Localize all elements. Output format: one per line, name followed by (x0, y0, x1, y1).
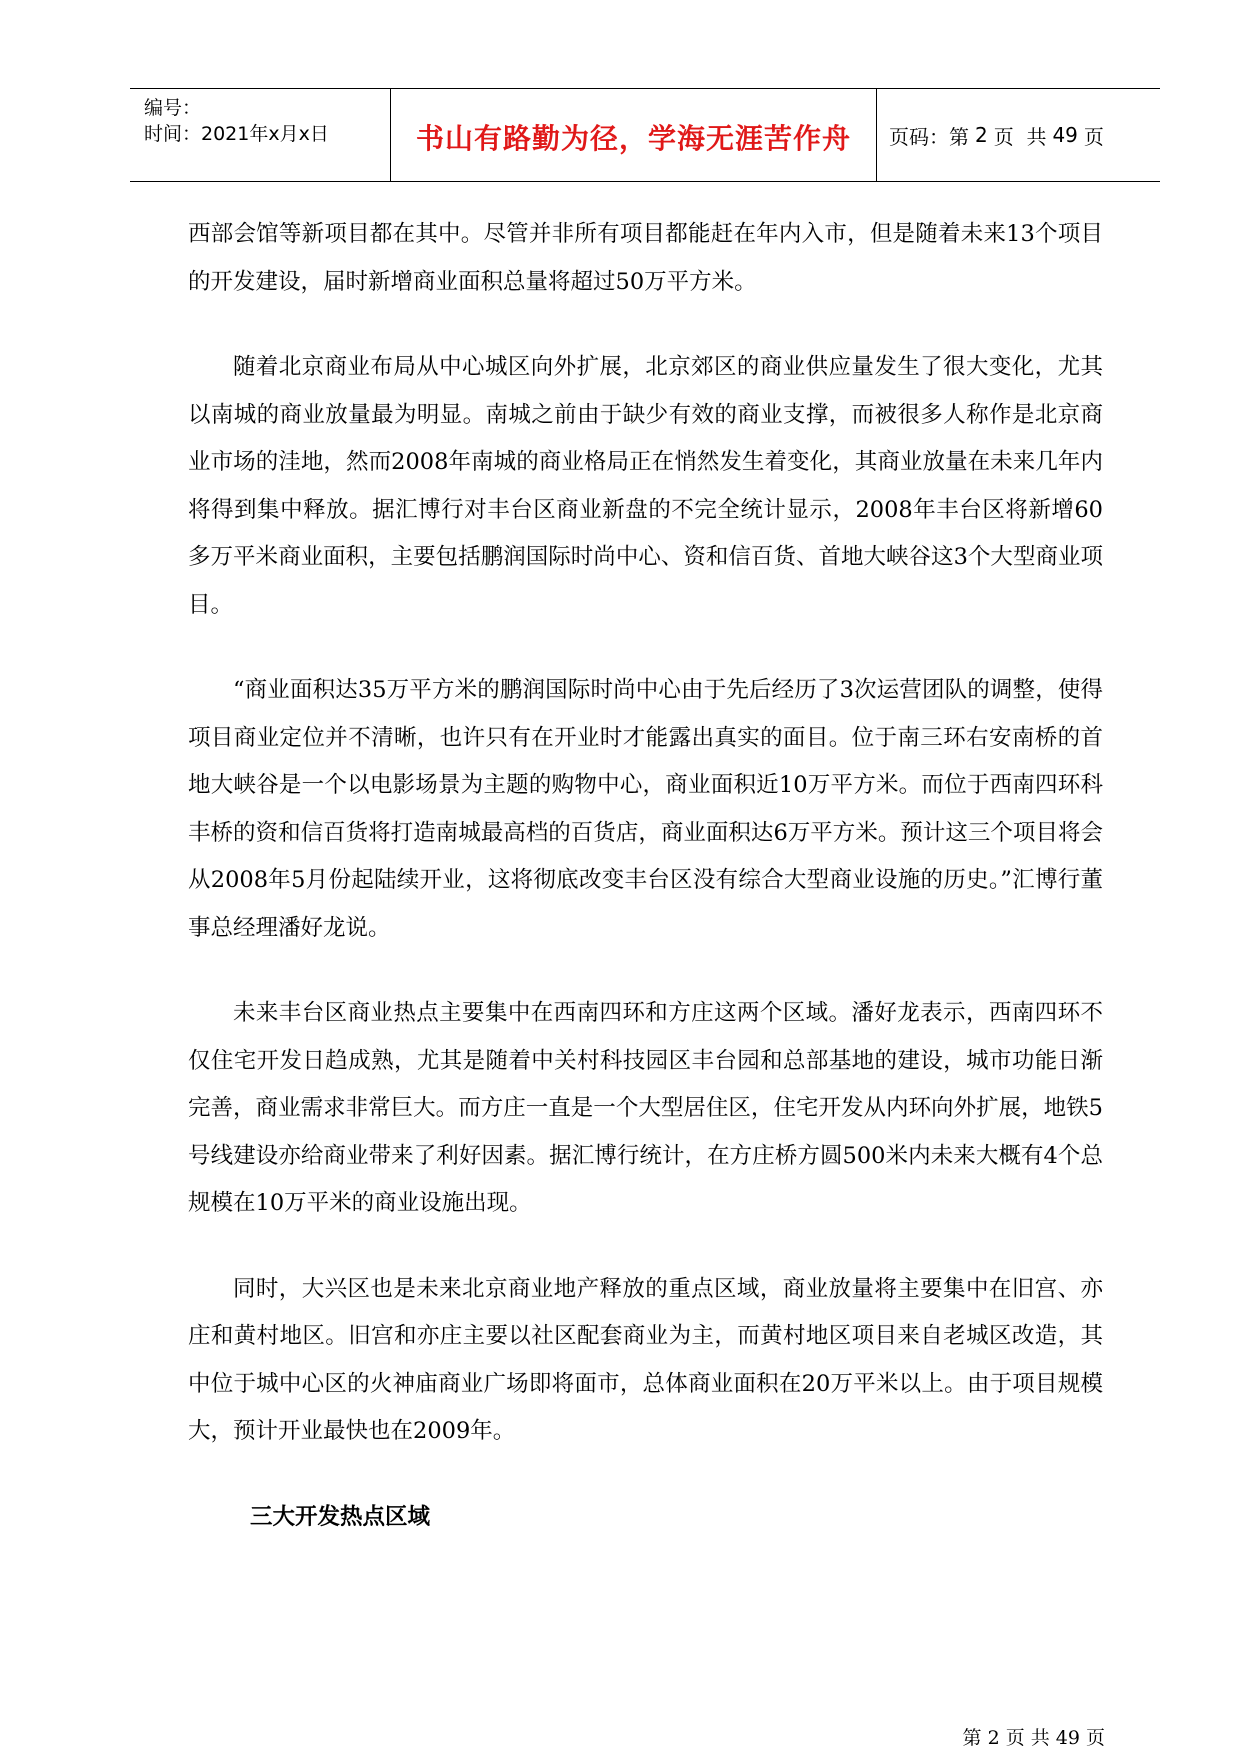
page-total-number: 49 (1052, 123, 1078, 147)
page-header (130, 88, 1160, 182)
header-motto: 书山有路勤为径，学海无涯苦作舟 (415, 122, 851, 155)
paragraph-5: 同时，大兴区也是未来北京商业地产释放的重点区域，商业放量将主要集中在旧宫、亦庄和黄村地区。旧宫和亦庄主要以社区配套商业为主，而黄村地区项目来自老城区改造，其中位于城中心区的火神庙商业广场即将面市，总体商业面积在20万平米以上。由于项目规模大，预计开业最快也在2009年。 (188, 1275, 1103, 1444)
page-prefix: 页码：第 (889, 124, 969, 149)
paragraph-4: 未来丰台区商业热点主要集中在西南四环和方庄这两个区域。潘好龙表示，西南四环不仅住宅开发日趋成熟，尤其是随着中关村科技园区丰台园和总部基地的建设，城市功能日渐完善，商业需求非常巨大。而方庄一直是一个大型居住区，住宅开发从内环向外扩展，地铁5号线建设亦给商业带来了利好因素。据汇博行统计，在方庄桥方圆500米内未来大概有4个总规模在10万平米的商业设施出现。 (188, 1000, 1103, 1216)
page-suffix: 页 (1083, 124, 1104, 149)
header-meta-cell (130, 89, 391, 181)
section-heading: 三大开发热点区域 (250, 1503, 431, 1530)
header-motto-cell (391, 89, 877, 181)
paragraph-1: 西部会馆等新项目都在其中。尽管并非所有项目都能赶在年内入市，但是随着未来13个项目的开发建设，届时新增商业面积总量将超过50万平方米。 (188, 221, 1103, 295)
document-time-label: 时间：2021年x月x日 (144, 123, 329, 145)
page-footer: 第 2 页 共 49 页 (962, 1727, 1105, 1749)
document-body (188, 211, 1103, 1541)
paragraph-3: “商业面积达35万平方米的鹏润国际时尚中心由于先后经历了3次运营团队的调整，使得项目商业定位并不清晰，也许只有在开业时才能露出真实的面目。位于南三环右安南桥的首地大峡谷是一个以电影场景为主题的购物中心，商业面积近10万平方米。而位于西南四环科丰桥的资和信百货将打造南城最高档的百货店，商业面积达6万平方米。预计这三个项目将会从2008年5月份起陆续开业，这将彻底改变丰台区没有综合大型商业设施的历史。”汇博行董事总经理潘好龙说。 (188, 677, 1103, 941)
paragraph-2: 随着北京商业布局从中心城区向外扩展，北京郊区的商业供应量发生了很大变化，尤其以南城的商业放量最为明显。南城之前由于缺少有效的商业支撑，而被很多人称作是北京商业市场的洼地，然而2008年南城的商业格局正在悄然发生着变化，其商业放量在未来几年内将得到集中释放。据汇博行对丰台区商业新盘的不完全统计显示，2008年丰台区将新增60多万平米商业面积，主要包括鹏润国际时尚中心、资和信百货、首地大峡谷这3个大型商业项目。 (188, 354, 1103, 618)
document-number-label: 编号： (144, 97, 202, 119)
header-page-cell (877, 89, 1160, 181)
page-current-number: 2 (975, 123, 988, 147)
page-mid: 页 共 (993, 124, 1047, 149)
